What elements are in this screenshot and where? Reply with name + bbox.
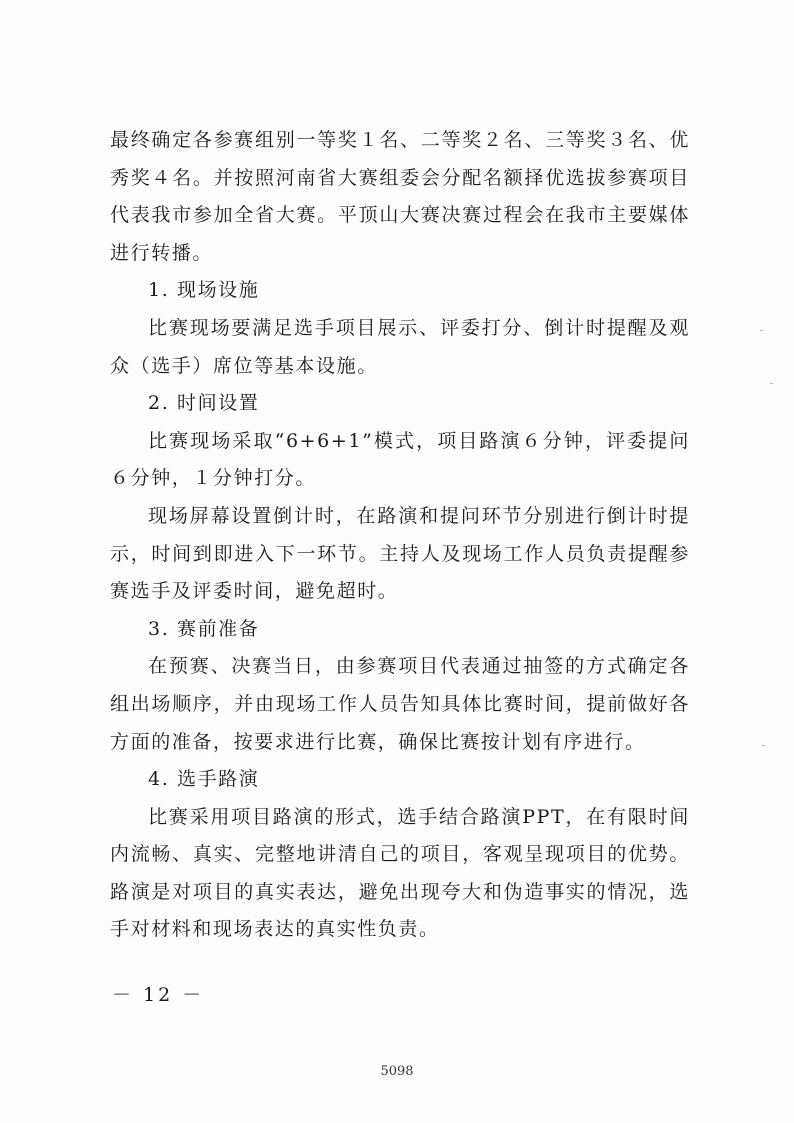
page-number: － 12 － — [112, 984, 205, 1006]
paragraph-awards: 最终确定各参赛组别一等奖１名、二等奖２名、三等奖３名、优秀奖４名。并按照河南省大赛组委会分配名额择优选拔参赛项目代表我市参加全省大赛。平顶山大赛决赛过程会在我市主要媒体进行转播。 — [110, 129, 690, 264]
paragraph-countdown: 现场屏幕设置倒计时，在路演和提问环节分别进行倒计时提示，时间到即进入下一环节。主持人及现场工作人员负责提醒参赛选手及评委时间，避免超时。 — [110, 504, 690, 603]
paragraph-roadshow: 比赛采用项目路演的形式，选手结合路演PPT，在有限时间内流畅、真实、完整地讲清自己的项目，客观呈现项目的优势。路演是对项目的真实表达，避免出现夸大和伪造事实的情况，选手对材料和现场表达的真实性负责。 — [110, 805, 690, 941]
paragraph-time-mode: 比赛现场采取“6+6+1”模式，项目路演６分钟，评委提问６分钟，１分钟打分。 — [110, 429, 690, 490]
scan-speck — [770, 383, 773, 384]
heading-venue-facilities: 1. 现场设施 — [148, 279, 260, 302]
heading-roadshow: 4. 选手路演 — [148, 768, 260, 791]
scan-speck — [762, 745, 765, 746]
heading-time-settings: 2. 时间设置 — [148, 392, 260, 415]
paragraph-venue-facilities: 比赛现场要满足选手项目展示、评委打分、倒计时提醒及观众（选手）席位等基本设施。 — [110, 316, 690, 377]
heading-preparation: 3. 赛前准备 — [148, 617, 260, 640]
footer-code: 5098 — [380, 1064, 414, 1079]
scan-speck — [760, 330, 763, 331]
document-body — [110, 122, 690, 949]
paragraph-preparation: 在预赛、决赛当日，由参赛项目代表通过抽签的方式确定各组出场顺序，并由现场工作人员告知具体比赛时间，提前做好各方面的准备，按要求进行比赛，确保比赛按计划有序进行。 — [110, 655, 690, 753]
